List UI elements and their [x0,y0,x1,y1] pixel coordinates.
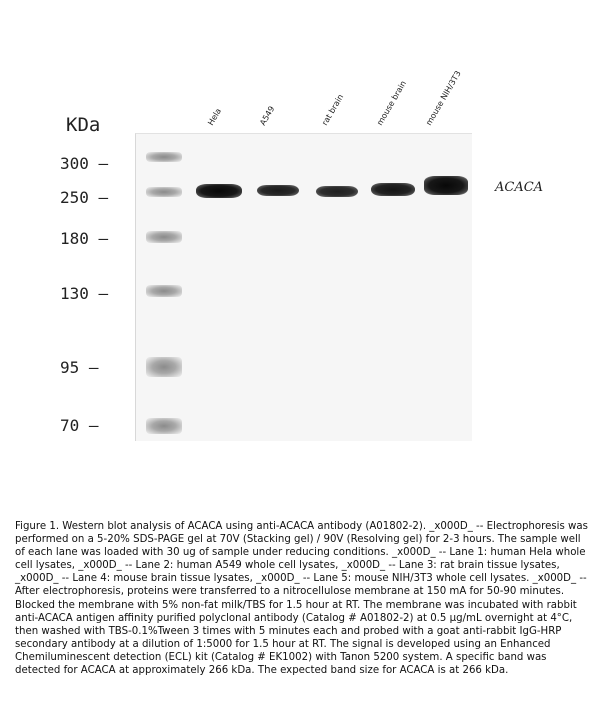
marker-130: 130 – [60,284,109,303]
band-lane-a549 [257,185,299,196]
band-lane-rat-brain [316,186,358,197]
marker-95: 95 – [60,358,99,377]
blot-membrane [135,133,472,441]
marker-300: 300 – [60,154,109,173]
lane-label-mouse-brain: mouse brain [375,79,408,127]
figure-caption: Figure 1. Western blot analysis of ACACA using anti-ACACA antibody (A01802-2). _x000D_ -- Electrophoresis was performed on a 5-20% SDS-PAGE gel at 70V (Stacking gel) / 90V (Resolving gel) for 2-3 hours. The sample well of each lane was loaded with 30 ug of sample under reducing conditions. _x000D_ -- Lane 1: human Hela whole cell lysates, _x000D_ -- Lane 2: human A549 whole cell lysates, _x000D_ -- Lane 3: rat brain tissue lysates, _x000D_ -- Lane 4: mouse brain tissue lysates, _x000D_ -- Lane 5: mouse NIH/3T3 whole cell lysates. _x000D_ -- After electrophoresis, proteins were transferred to a nitrocellulose membrane at 150 mA for 50-90 minutes. Blocked the membrane with 5% non-fat milk/TBS for 1.5 hour at RT. The membrane was incubated with rabbit anti-ACACA antigen affinity purified polyclonal antibody (Catalog # A01802-2) at 0.5 μg/mL overnight at 4°C, then washed with TBS-0.1%Tween 3 times with 5 minutes each and probed with a goat anti-rabbit IgG-HRP secondary antibody at a dilution of 1:5000 for 1.5 hour at RT. The signal is developed using an Enhanced Chemiluminescent detection (ECL) kit (Catalog # EK1002) with Tanon 5200 system. A specific band was detected for ACACA at approximately 266 kDa. The expected band size for ACACA is at 266 kDa. [15,521,588,677]
marker-250: 250 – [60,188,109,207]
ladder-band-250 [146,187,182,197]
lane-label-a549: A549 [258,104,277,127]
lane-label-mouse-nih3t3: mouse NIH/3T3 [424,69,463,127]
band-lane-mouse-brain [371,183,415,196]
marker-180: 180 – [60,229,109,248]
ladder-band-70 [146,418,182,434]
band-lane-hela [196,184,242,198]
band-lane-mouse-nih3t3 [424,176,468,195]
lane-label-hela: Hela [206,106,224,127]
target-protein-label: ACACA [495,180,544,195]
ladder-band-300 [146,152,182,162]
marker-70: 70 – [60,416,99,435]
kda-unit-label: KDa [66,114,101,136]
lane-label-rat-brain: rat brain [320,92,346,127]
ladder-band-180 [146,231,182,243]
ladder-band-95 [146,357,182,377]
ladder-band-130 [146,285,182,297]
